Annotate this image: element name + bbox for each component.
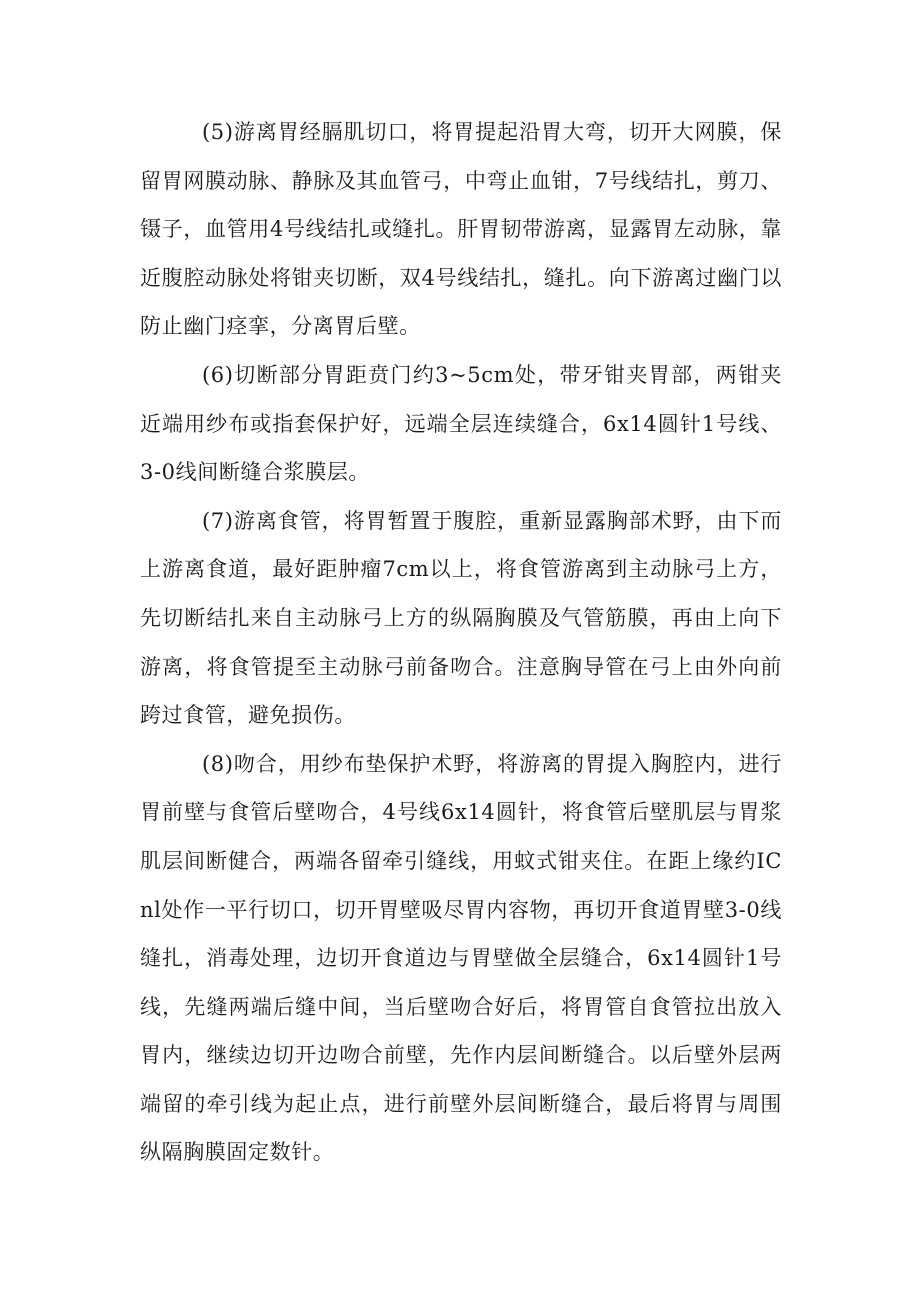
paragraph-step-6: (6)切断部分胃距贲门约3~5cm处，带牙钳夹胃部，两钳夹近端用纱布或指套保护好，远端全层连续缝合，6x14圆针1号线、3-0线间断缝合浆膜层。: [140, 362, 782, 485]
paragraph-step-8: (8)吻合，用纱布垫保护术野，将游离的胃提入胸腔内，进行胃前壁与食管后壁吻合，4号线6x14圆针，将食管后壁肌层与胃浆肌层间断健合，两端各留牵引缝线，用蚊式钳夹住。在距上缘约ICnl处作一平行切口，切开胃壁吸尽胃内容物，再切开食道胃壁3-0线缝扎，消毒处理，边切开食道边与胃壁做全层缝合，6x14圆针1号线，先缝两端后缝中间，当后壁吻合好后，将胃管自食管拉出放入胃内，继续边切开边吻合前壁，先作内层间断缝合。以后壁外层两端留的牵引线为起止点，进行前壁外层间断缝合，最后将胃与周围纵隔胸膜固定数针。: [140, 751, 782, 1165]
paragraph-step-7: (7)游离食管，将胃暂置于腹腔，重新显露胸部术野，由下而上游离食道，最好距肿瘤7cm以上，将食管游离到主动脉弓上方，先切断结扎来自主动脉弓上方的纵隔胸膜及气管筋膜，再由上向下游离，将食管提至主动脉弓前备吻合。注意胸导管在弓上由外向前跨过食管，避免损伤。: [140, 508, 782, 728]
paragraph-step-5: (5)游离胃经膈肌切口，将胃提起沿胃大弯，切开大网膜，保留胃网膜动脉、静脉及其血管弓，中弯止血钳，7号线结扎，剪刀、镊子，血管用4号线结扎或缝扎。肝胃韧带游离，显露胃左动脉，靠近腹腔动脉处将钳夹切断，双4号线结扎，缝扎。向下游离过幽门以防止幽门痉挛，分离胃后壁。: [140, 120, 782, 339]
